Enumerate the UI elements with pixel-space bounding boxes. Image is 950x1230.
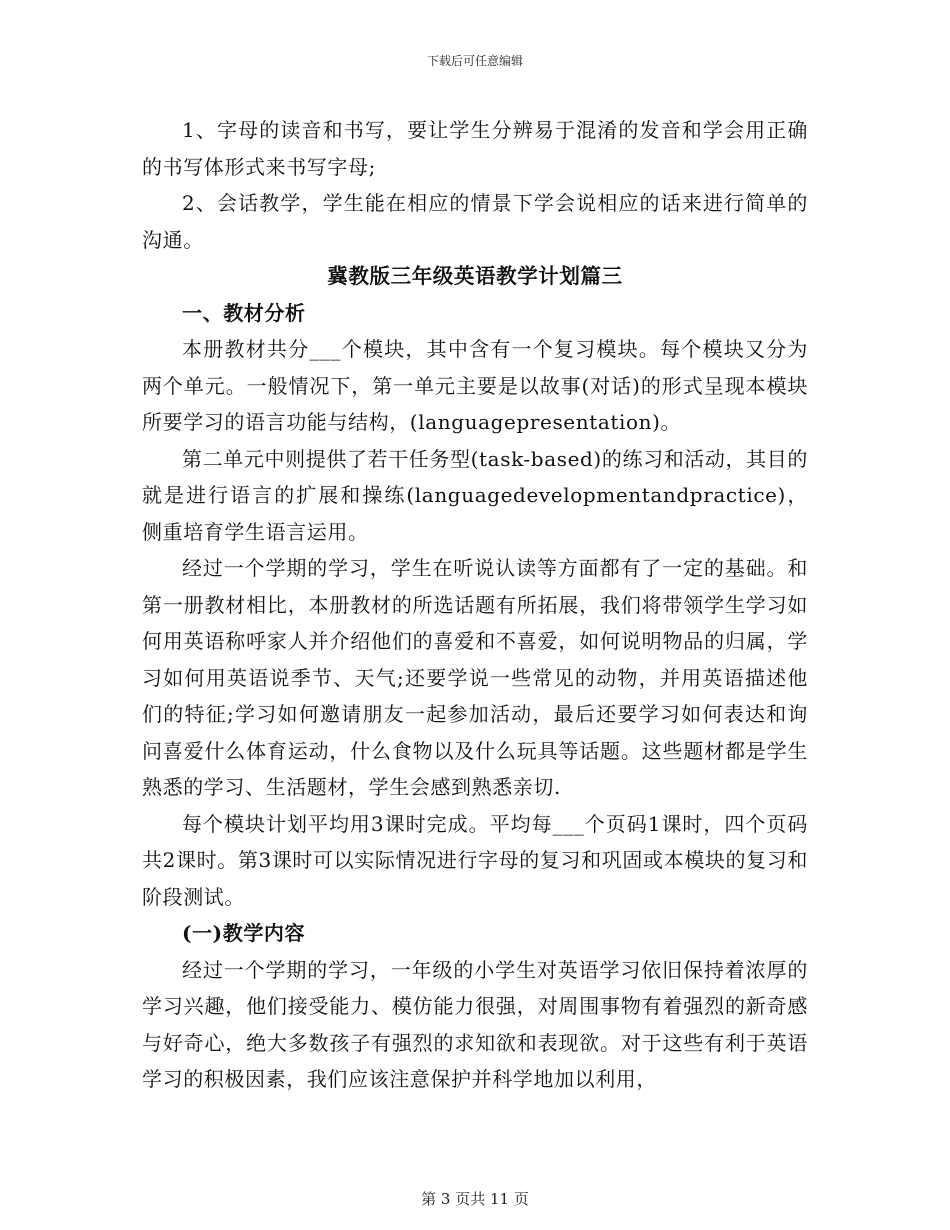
paragraph-7: 经过一个学期的学习，一年级的小学生对英语学习依旧保持着浓厚的学习兴趣，他们接受能力、模仿能力很强，对周围事物有着强烈的新奇感与好奇心，绝大多数孩子有强烈的求知欲和表现欲。对于这些有利于英语学习的积极因素，我们应该注意保护并科学地加以利用， — [142, 957, 808, 1091]
page-footer: 第 3 页共 11 页 — [421, 1190, 529, 1208]
paragraph-5: 经过一个学期的学习，学生在听说认读等方面都有了一定的基础。和第一册教材相比，本册教材的所选话题有所拓展，我们将带领学生学习如何用英语称呼家人并介绍他们的喜爱和不喜爱，如何说明物品的归属，学习如何用英语说季节、天气;还要学说一些常见的动物，并用英语描述他们的特征;学习如何邀请朋友一起参加活动，最后还要学习如何表达和询问喜爱什么体育运动，什么食物以及什么玩具等话题。这些题材都是学生熟悉的学习、生活题材，学生会感到熟悉亲切. — [142, 556, 808, 799]
section-heading-1: 一、教材分析 — [182, 300, 306, 325]
paragraph-4: 第二单元中则提供了若干任务型(task-based)的练习和活动，其目的就是进行语言的扩展和操练(languagedevelopmentandpractice)，侧重培育学生语言运用。 — [142, 446, 808, 544]
paragraph-2: 2、会话教学，学生能在相应的情景下学会说相应的话来进行简单的沟通。 — [142, 191, 808, 252]
paragraph-1: 1、字母的读音和书写，要让学生分辨易于混淆的发音和学会用正确的书写体形式来书写字母; — [142, 118, 808, 179]
document-body — [142, 112, 808, 1098]
paragraph-6: 每个模块计划平均用3课时完成。平均每___个页码1课时，四个页码共2课时。第3课时可以实际情况进行字母的复习和巩固或本模块的复习和阶段测试。 — [142, 811, 808, 909]
paragraph-3: 本册教材共分___个模块，其中含有一个复习模块。每个模块又分为两个单元。一般情况下，第一单元主要是以故事(对话)的形式呈现本模块所要学习的语言功能与结构，(languagepresentation)。 — [142, 337, 808, 434]
page-header: 下载后可任意编辑 — [426, 54, 523, 68]
document-title: 冀教版三年级英语教学计划篇三 — [327, 264, 623, 288]
section-heading-2: (一)教学内容 — [182, 921, 306, 945]
